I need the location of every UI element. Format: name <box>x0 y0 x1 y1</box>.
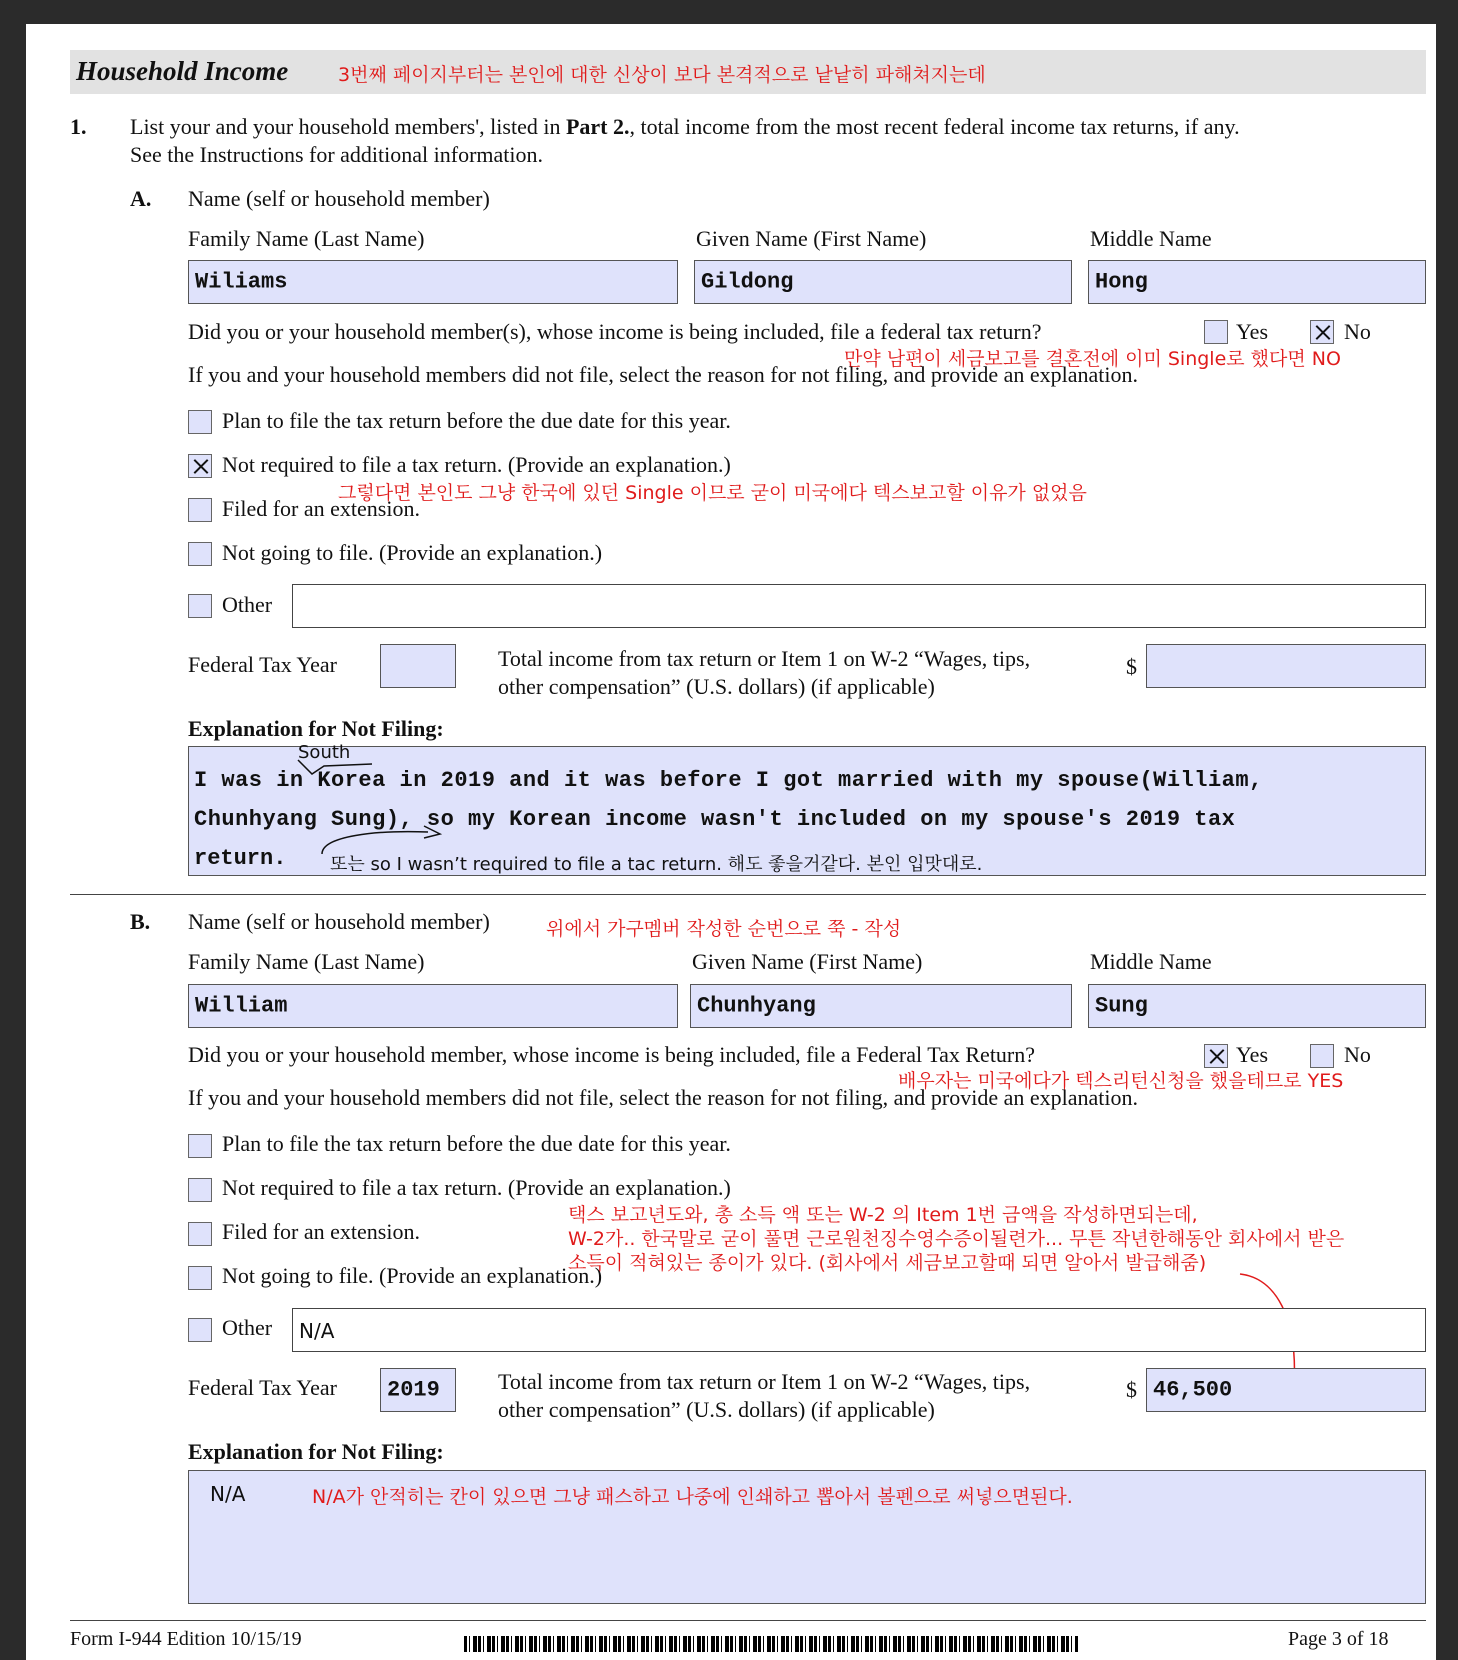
b-other-label: Other <box>222 1315 273 1340</box>
filed-yes-label: Yes <box>1236 319 1269 344</box>
b-filed-yes-label: Yes <box>1236 1042 1269 1067</box>
b-explanation-value: N/A <box>210 1482 246 1506</box>
filed-question: Did you or your household member(s), whose income is being included, file a federal tax return? <box>188 319 1042 344</box>
b-extension-label: Filed for an extension. <box>222 1219 420 1244</box>
item-instructions: List your and your household members', listed in Part 2., total income from the most recent federal income tax returns, if any. <box>130 114 1240 139</box>
b-given-name-value: Chunhyang <box>697 993 816 1019</box>
b-not-going-checkbox[interactable] <box>188 1266 212 1290</box>
middle-name-field[interactable] <box>1088 260 1426 304</box>
family-name-label: Family Name (Last Name) <box>188 226 425 251</box>
explanation-note: 또는 so I wasn’t required to file a tac return. 해도 좋을거같다. 본인 입맛대로. <box>330 854 983 875</box>
section-b-letter: B. <box>130 909 151 934</box>
section-a-name-heading: Name (self or household member) <box>188 186 490 211</box>
filed-note: 만약 남편이 세금보고를 결혼전에 이미 Single로 했다면 NO <box>844 348 1341 370</box>
middle-name-label: Middle Name <box>1090 226 1212 251</box>
page-title: Household Income <box>76 56 289 86</box>
b-filed-note: 배우자는 미국에다가 텍스리턴신청을 했을테므로 YES <box>898 1070 1344 1092</box>
b-plan-to-file-label: Plan to file the tax return before the due date for this year. <box>222 1131 731 1156</box>
family-name-field[interactable] <box>188 260 678 304</box>
w2-note-line3: 소득이 적혀있는 종이가 있다. (회사에서 세금보고할때 되면 알아서 발급해줌) <box>568 1252 1207 1274</box>
not-required-label: Not required to file a tax return. (Provide an explanation.) <box>222 452 731 477</box>
filed-no-checkbox[interactable] <box>1310 320 1334 344</box>
given-name-label: Given Name (First Name) <box>696 226 927 251</box>
section-divider <box>70 894 1426 895</box>
b-middle-name-field[interactable] <box>1088 984 1426 1028</box>
b-given-name-field[interactable] <box>690 984 1072 1028</box>
income-label-line2: other compensation” (U.S. dollars) (if applicable) <box>498 674 935 699</box>
b-filed-no-checkbox[interactable] <box>1310 1044 1334 1068</box>
item-number: 1. <box>70 114 87 139</box>
explanation-line1: I was in Korea in 2019 and it was before I got married with my spouse(William, <box>194 768 1263 793</box>
header-note: 3번째 페이지부터는 본인에 대한 신상이 보다 본격적으로 낱낱히 파해쳐지는데 <box>338 64 986 86</box>
family-name-value: Wiliams <box>195 269 288 295</box>
filed-no-label: No <box>1344 319 1371 344</box>
footer-form-edition: Form I-944 Edition 10/15/19 <box>70 1628 302 1650</box>
b-tax-year-value: 2019 <box>387 1377 440 1403</box>
not-going-label: Not going to file. (Provide an explanation.) <box>222 540 603 565</box>
reason-prompt: If you and your household members did not file, select the reason for not filing, and provide an explanation. <box>188 362 1139 387</box>
b-tax-year-field[interactable] <box>380 1368 456 1412</box>
form-page <box>26 24 1436 1660</box>
section-a-letter: A. <box>130 186 152 211</box>
b-dollar-sign: $ <box>1126 1377 1137 1402</box>
dollar-sign: $ <box>1126 654 1137 679</box>
b-family-name-label: Family Name (Last Name) <box>188 949 425 974</box>
w2-note-line2: W-2가.. 한국말로 굳이 풀면 근로원천징수영수증이될련가... 무튼 작년한해동안 회사에서 받은 <box>568 1228 1345 1250</box>
b-income-field[interactable] <box>1146 1368 1426 1412</box>
tax-year-label: Federal Tax Year <box>188 652 337 677</box>
extension-label: Filed for an extension. <box>222 496 420 521</box>
given-name-field[interactable] <box>694 260 1072 304</box>
handwritten-south: South <box>298 742 351 763</box>
not-going-checkbox[interactable] <box>188 542 212 566</box>
footer-barcode <box>464 1636 1078 1652</box>
b-income-label-line1: Total income from tax return or Item 1 on W-2 “Wages, tips, <box>498 1369 1031 1394</box>
b-not-required-label: Not required to file a tax return. (Provide an explanation.) <box>222 1175 731 1200</box>
section-b-heading-note: 위에서 가구멤버 작성한 순번으로 쭉 - 작성 <box>546 918 902 940</box>
not-required-checkbox[interactable] <box>188 454 212 478</box>
income-label-line1: Total income from tax return or Item 1 on W-2 “Wages, tips, <box>498 646 1031 671</box>
b-reason-prompt: If you and your household members did not file, select the reason for not filing, and provide an explanation. <box>188 1085 1139 1110</box>
b-tax-year-label: Federal Tax Year <box>188 1375 337 1400</box>
b-extension-checkbox[interactable] <box>188 1222 212 1246</box>
middle-name-value: Hong <box>1095 269 1148 295</box>
b-explanation-note: N/A가 안적히는 칸이 있으면 그냥 패스하고 나중에 인쇄하고 뽑아서 볼펜으로 써넣으면된다. <box>312 1486 1073 1508</box>
item-instructions-line2: See the Instructions for additional information. <box>130 142 544 167</box>
b-family-name-value: William <box>195 993 288 1019</box>
b-other-value: N/A <box>299 1319 335 1343</box>
b-filed-yes-checkbox[interactable] <box>1204 1044 1228 1068</box>
other-checkbox[interactable] <box>188 594 212 618</box>
explanation-line3: return. <box>194 846 287 871</box>
extension-checkbox[interactable] <box>188 498 212 522</box>
b-other-checkbox[interactable] <box>188 1318 212 1342</box>
plan-to-file-label: Plan to file the tax return before the due date for this year. <box>222 408 731 433</box>
b-not-required-checkbox[interactable] <box>188 1178 212 1202</box>
b-plan-to-file-checkbox[interactable] <box>188 1134 212 1158</box>
explanation-label: Explanation for Not Filing: <box>188 716 444 741</box>
other-field[interactable] <box>292 584 1426 628</box>
b-income-value: 46,500 <box>1153 1377 1233 1403</box>
b-family-name-field[interactable] <box>188 984 678 1028</box>
plan-to-file-checkbox[interactable] <box>188 410 212 434</box>
footer-divider <box>70 1620 1426 1621</box>
w2-note-line1: 택스 보고년도와, 총 소득 액 또는 W-2 의 Item 1번 금액을 작성하면되는데, <box>568 1204 1198 1226</box>
not-required-note: 그렇다면 본인도 그냥 한국에 있던 Single 이므로 굳이 미국에다 텍스보고할 이유가 없었음 <box>338 482 1087 504</box>
b-explanation-label: Explanation for Not Filing: <box>188 1439 444 1464</box>
other-label: Other <box>222 592 273 617</box>
filed-yes-checkbox[interactable] <box>1204 320 1228 344</box>
b-filed-question: Did you or your household member, whose income is being included, file a Federal Tax Return? <box>188 1042 1036 1067</box>
b-income-label-line2: other compensation” (U.S. dollars) (if applicable) <box>498 1397 935 1422</box>
b-not-going-label: Not going to file. (Provide an explanation.) <box>222 1263 603 1288</box>
b-given-name-label: Given Name (First Name) <box>692 949 923 974</box>
income-field[interactable] <box>1146 644 1426 688</box>
b-filed-no-label: No <box>1344 1042 1371 1067</box>
section-b-name-heading: Name (self or household member) <box>188 909 490 934</box>
footer-page-number: Page 3 of 18 <box>1288 1628 1389 1650</box>
tax-year-field[interactable] <box>380 644 456 688</box>
b-other-field[interactable] <box>292 1308 1426 1352</box>
b-middle-name-value: Sung <box>1095 993 1148 1019</box>
given-name-value: Gildong <box>701 269 794 295</box>
b-middle-name-label: Middle Name <box>1090 949 1212 974</box>
explanation-line2: Chunhyang Sung), so my Korean income wasn't included on my spouse's 2019 tax <box>194 807 1236 832</box>
